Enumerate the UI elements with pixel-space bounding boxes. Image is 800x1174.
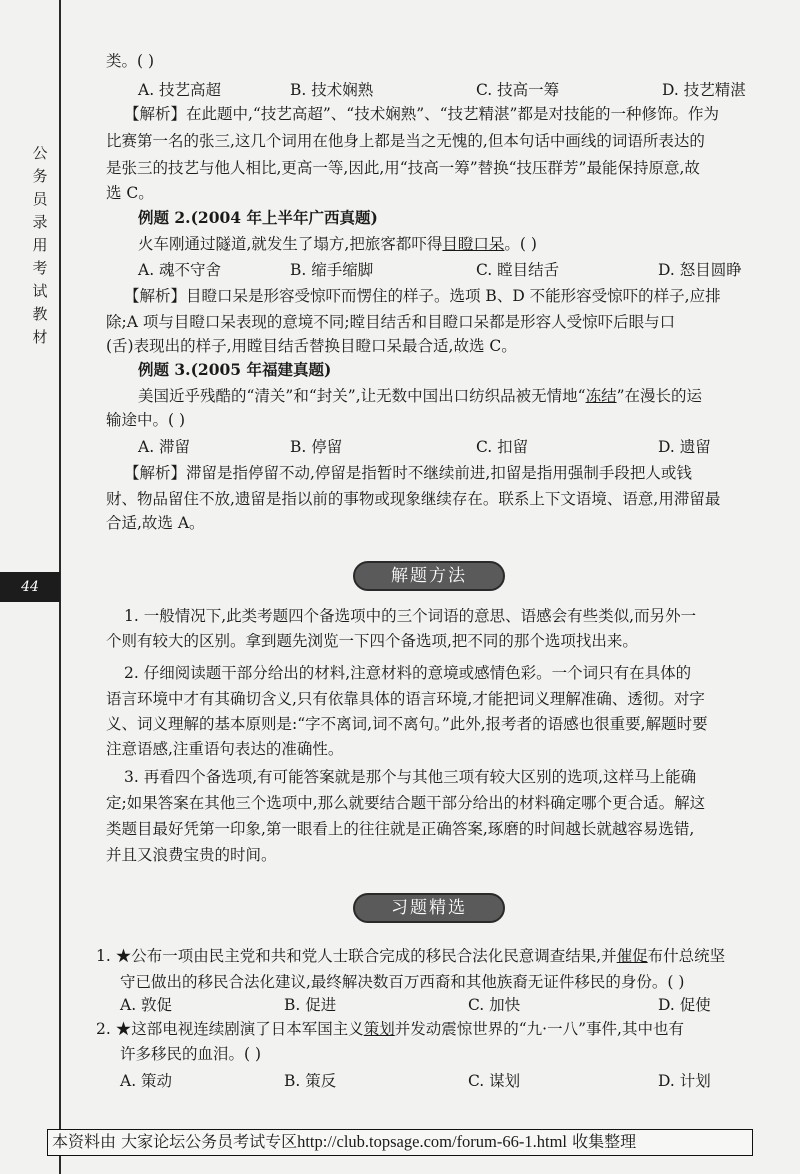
- method-line: 2. 仔细阅读题干部分给出的材料,注意材料的意境或感情色彩。一个词只有在具体的: [124, 664, 692, 682]
- analysis-line: 选 C。: [106, 184, 154, 202]
- option-a: A. 魂不守舍: [138, 261, 222, 279]
- option-c: C. 瞠目结舌: [476, 261, 560, 279]
- option-b: B. 停留: [290, 438, 343, 456]
- option-b: B. 促进: [284, 996, 337, 1014]
- exercise-1-options: [106, 994, 762, 1016]
- option-c: C. 扣留: [476, 438, 529, 456]
- method-line: 语言环境中才有其确切含义,只有依靠具体的语言环境,才能把词义理解准确、透彻。对字: [106, 690, 705, 708]
- example-2-title: 例题 2.(2004 年上半年广西真题): [138, 208, 378, 227]
- vertical-book-title: 公 务 员 录 用 考 试 教 材: [32, 144, 48, 346]
- option-c: C. 加快: [468, 996, 521, 1014]
- method-line: 注意语感,注重语句表达的准确性。: [106, 740, 344, 758]
- analysis-line: 【解析】滞留是指停留不动,停留是指暂时不继续前进,扣留是指用强制手段把人或钱: [124, 464, 692, 482]
- option-b: B. 缩手缩脚: [290, 261, 374, 279]
- option-a: A. 敦促: [120, 996, 173, 1014]
- exercise-2-stem: 2. ★这部电视连续剧演了日本军国主义策划并发动震惊世界的“九·一八”事件,其中也有: [96, 1020, 684, 1038]
- method-line: 义、词义理解的基本原则是:“字不离词,词不离句。”此外,报考者的语感也很重要,解题时要: [106, 715, 708, 733]
- option-b: B. 策反: [284, 1072, 337, 1090]
- option-a: A. 滞留: [138, 438, 191, 456]
- example-2-options: [106, 259, 762, 281]
- exercise-1-stem-cont: 守已做出的移民合法化建议,最终解决数百万西裔和其他族裔无证件移民的身份。( ): [120, 973, 685, 991]
- option-c: C. 谋划: [468, 1072, 521, 1090]
- exercise-2-stem-cont: 许多移民的血泪。( ): [120, 1045, 262, 1063]
- option-c: C. 技高一筹: [476, 81, 560, 99]
- analysis-line: 比赛第一名的张三,这几个词用在他身上都是当之无愧的,但本句话中画线的词语所表达的: [106, 132, 705, 150]
- exercise-1-stem: 1. ★公布一项由民主党和共和党人士联合完成的移民合法化民意调查结果,并催促布什总统坚: [96, 947, 726, 965]
- method-line: 个则有较大的区别。拿到题先浏览一下四个备选项,把不同的那个选项找出来。: [106, 632, 638, 650]
- analysis-line: 除;A 项与目瞪口呆表现的意境不同;瞠目结舌和目瞪口呆都是形容人受惊吓后眼与口: [106, 313, 676, 331]
- option-d: D. 计划: [658, 1072, 711, 1090]
- example-3-stem-cont: 输途中。( ): [106, 411, 186, 429]
- footer-source-note: 本资料由 大家论坛公务员考试专区http://club.topsage.com/forum-66-1.html 收集整理: [47, 1129, 753, 1156]
- analysis-line: (舌)表现出的样子,用瞠目结舌替换目瞪口呆最合适,故选 C。: [106, 337, 517, 355]
- option-a: A. 技艺高超: [138, 81, 222, 99]
- analysis-line: 财、物品留住不放,遗留是指以前的事物或现象继续存在。联系上下文语境、语意,用滞留最: [106, 490, 721, 508]
- method-line: 类题目最好凭第一印象,第一眼看上的往往就是正确答案,琢磨的时间越长就越容易选错,: [106, 820, 695, 838]
- question-options: [106, 79, 762, 101]
- example-3-stem: 美国近乎残酷的“清关”和“封关”,让无数中国出口纺织品被无情地“冻结”在漫长的运: [138, 387, 703, 405]
- exercise-2-options: [106, 1070, 762, 1092]
- option-d: D. 促使: [658, 996, 711, 1014]
- analysis-line: 【解析】在此题中,“技艺高超”、“技术娴熟”、“技艺精湛”都是对技能的一种修饰。作为: [124, 105, 719, 123]
- method-heading: 解题方法: [353, 561, 505, 591]
- method-line: 并且又浪费宝贵的时间。: [106, 846, 277, 864]
- method-line: 3. 再看四个备选项,有可能答案就是那个与其他三项有较大区别的选项,这样马上能确: [124, 768, 697, 786]
- exercises-heading: 习题精选: [353, 893, 505, 923]
- option-b: B. 技术娴熟: [290, 81, 374, 99]
- page-number: 44: [0, 572, 60, 602]
- source-link[interactable]: http://club.topsage.com/forum-66-1.html: [297, 1132, 568, 1151]
- analysis-line: 是张三的技艺与他人相比,更高一等,因此,用“技高一筹”替换“技压群芳”最能保持原意,故: [106, 159, 700, 177]
- option-d: D. 技艺精湛: [662, 81, 746, 99]
- example-3-options: [106, 436, 762, 458]
- option-d: D. 怒目圆睁: [658, 261, 742, 279]
- method-line: 定;如果答案在其他三个选项中,那么就要结合题干部分给出的材料确定哪个更合适。解这: [106, 794, 706, 812]
- option-a: A. 策动: [120, 1072, 173, 1090]
- analysis-line: 合适,故选 A。: [106, 514, 205, 532]
- example-2-stem: 火车刚通过隧道,就发生了塌方,把旅客都吓得目瞪口呆。( ): [138, 235, 537, 253]
- analysis-line: 【解析】目瞪口呆是形容受惊吓而愣住的样子。选项 B、D 不能形容受惊吓的样子,应排: [124, 287, 721, 305]
- option-d: D. 遗留: [658, 438, 711, 456]
- example-3-title: 例题 3.(2005 年福建真题): [138, 360, 332, 379]
- method-line: 1. 一般情况下,此类考题四个备选项中的三个词语的意思、语感会有些类似,而另外一: [124, 607, 697, 625]
- question-stem-end: 类。( ): [106, 52, 155, 70]
